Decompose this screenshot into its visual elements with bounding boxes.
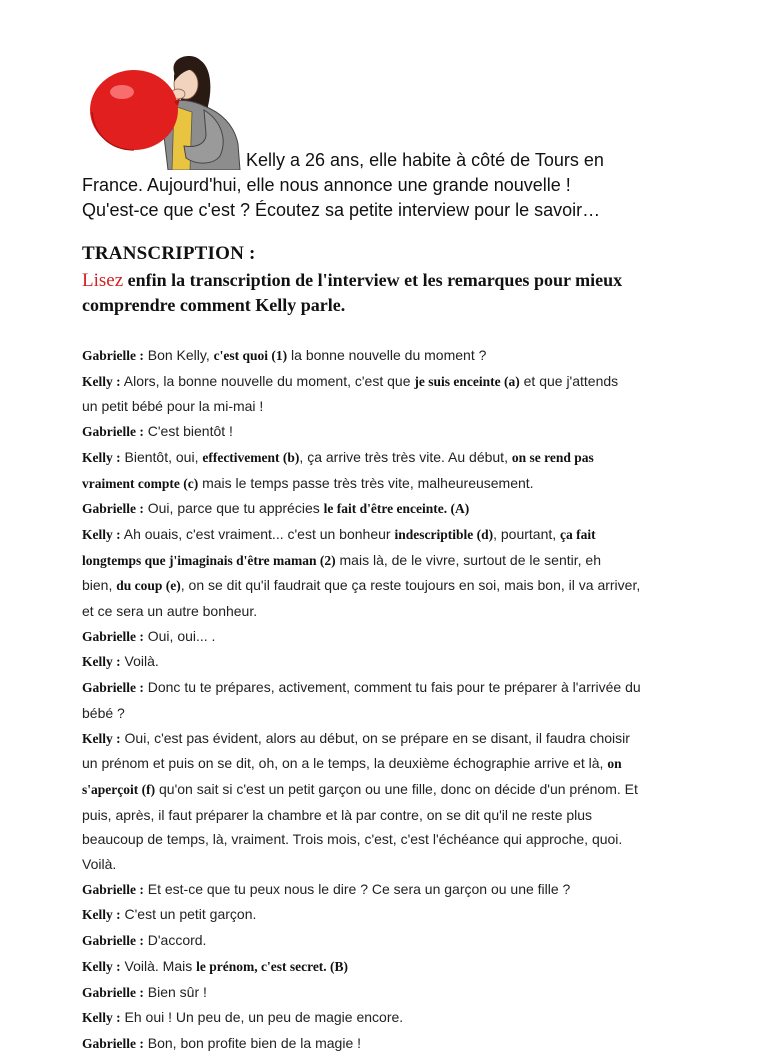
- dialog-text: Et est-ce que tu peux nous le dire ? Ce sera un garçon ou une fille ?: [143, 880, 571, 897]
- dialog-text: beaucoup de temps, là, vraiment. Trois mois, c'est, c'est l'échéance qui approche, quoi.: [82, 831, 623, 848]
- dialog-line: [82, 419, 714, 445]
- dialog-line: [82, 928, 714, 954]
- speaker-label: Gabrielle :: [82, 628, 144, 644]
- dialog-text: bébé ?: [82, 704, 125, 721]
- dialog-line: [82, 980, 714, 1006]
- dialog-text: un petit bébé pour la mi-mai !: [82, 398, 264, 415]
- vocabulary-highlight: indescriptible (d): [394, 526, 494, 542]
- vocabulary-highlight: effectivement (b): [202, 449, 300, 465]
- speaker-label: Kelly :: [82, 526, 121, 542]
- interview-dialog: [82, 343, 714, 1057]
- dialog-line: [82, 675, 714, 725]
- vocabulary-highlight: je suis enceinte (a): [414, 373, 520, 389]
- intro-line-3: Qu'est-ce que c'est ? Écoutez sa petite interview pour le savoir…: [82, 200, 601, 220]
- dialog-line: [82, 496, 714, 522]
- dialog-text: Donc tu te prépares, activement, comment tu fais pour te préparer à l'arrivée du: [143, 679, 641, 696]
- dialog-text: un prénom et puis on se dit, oh, on a le temps, la deuxième échographie arrive et là,: [82, 755, 608, 772]
- speaker-label: Kelly :: [82, 449, 121, 465]
- instruction-text-2: comprendre comment Kelly parle.: [82, 295, 346, 315]
- dialog-text: mais le temps passe très très vite, malheureusement.: [198, 474, 534, 491]
- speaker-label: Gabrielle :: [82, 348, 144, 363]
- vocabulary-highlight: ça fait: [560, 526, 596, 542]
- dialog-text: Eh oui ! Un peu de, un peu de magie encore.: [120, 1009, 404, 1026]
- dialog-line: [82, 445, 714, 496]
- dialog-line: [82, 369, 714, 419]
- dialog-text: Oui, c'est pas évident, alors au début, on se prépare en se disant, il faudra choisir: [120, 729, 630, 746]
- speaker-label: Gabrielle :: [82, 933, 144, 949]
- dialog-text: et que j'attends: [519, 372, 619, 389]
- lisez-word: Lisez: [82, 270, 124, 291]
- dialog-line: [82, 1005, 714, 1031]
- vocabulary-highlight: vraiment compte (c): [82, 475, 199, 491]
- dialog-text: Voilà.: [82, 856, 117, 873]
- speaker-label: Gabrielle :: [82, 1035, 144, 1051]
- speaker-label: Kelly :: [82, 1010, 121, 1026]
- dialog-line: [82, 726, 714, 877]
- vocabulary-highlight: c'est quoi (1): [213, 348, 288, 363]
- dialog-line: [82, 954, 714, 980]
- speaker-label: Gabrielle :: [82, 881, 144, 897]
- dialog-line: [82, 902, 714, 928]
- speaker-label: Kelly :: [82, 730, 121, 746]
- dialog-text: C'est bientôt !: [143, 423, 233, 440]
- dialog-line: [82, 624, 714, 650]
- intro-paragraph: [82, 148, 722, 223]
- dialog-text: bien,: [82, 577, 117, 594]
- intro-line-2: France. Aujourd'hui, elle nous annonce une grande nouvelle !: [82, 175, 571, 195]
- dialog-text: , ça arrive très très vite. Au début,: [299, 448, 512, 465]
- dialog-text: Alors, la bonne nouvelle du moment, c'est que: [120, 372, 415, 389]
- dialog-line: [82, 522, 714, 624]
- vocabulary-highlight: on se rend pas: [511, 449, 594, 465]
- dialog-line: [82, 1031, 714, 1057]
- dialog-text: qu'on sait si c'est un petit garçon ou une fille, donc on décide d'un prénom. Et: [155, 780, 638, 797]
- transcription-heading: TRANSCRIPTION :: [82, 243, 256, 264]
- dialog-text: Bientôt, oui,: [120, 448, 203, 465]
- speaker-label: Gabrielle :: [82, 501, 144, 517]
- speaker-label: Kelly :: [82, 654, 121, 670]
- speaker-label: Gabrielle :: [82, 424, 144, 440]
- dialog-text: , pourtant,: [493, 525, 561, 542]
- intro-line-1: Kelly a 26 ans, elle habite à côté de Tours en: [246, 150, 604, 170]
- dialog-line: [82, 649, 714, 675]
- speaker-label: Gabrielle :: [82, 680, 144, 696]
- vocabulary-highlight: on: [607, 756, 622, 772]
- speaker-label: Kelly :: [82, 958, 121, 974]
- speaker-label: Kelly :: [82, 907, 121, 923]
- vocabulary-highlight: s'aperçoit (f): [82, 781, 156, 797]
- vocabulary-highlight: le prénom, c'est secret. (B): [196, 958, 349, 974]
- dialog-text: Bon Kelly,: [143, 347, 214, 363]
- dialog-text: Ah ouais, c'est vraiment... c'est un bonheur: [120, 525, 395, 542]
- vocabulary-highlight: du coup (e): [116, 578, 181, 594]
- dialog-text: puis, après, il faut préparer la chambre et là par contre, on se dit qu'il ne reste plus: [82, 806, 593, 823]
- dialog-text: Voilà.: [120, 653, 159, 670]
- dialog-text: Bien sûr !: [143, 983, 207, 1000]
- dialog-text: mais là, de le vivre, surtout de le sentir, eh: [335, 551, 601, 568]
- dialog-text: Oui, parce que tu apprécies: [143, 500, 324, 517]
- dialog-text: C'est un petit garçon.: [120, 906, 257, 923]
- dialog-text: Oui, oui... .: [143, 627, 216, 644]
- speaker-label: Gabrielle :: [82, 984, 144, 1000]
- dialog-text: , on se dit qu'il faudrait que ça reste toujours en soi, mais bon, il va arriver,: [180, 577, 641, 594]
- instruction-text-1: enfin la transcription de l'interview et les remarques pour mieux: [123, 270, 623, 290]
- transcription-instruction: [82, 268, 722, 317]
- dialog-text: et ce sera un autre bonheur.: [82, 603, 258, 620]
- vocabulary-highlight: le fait d'être enceinte. (A): [323, 501, 470, 517]
- dialog-line: [82, 877, 714, 903]
- dialog-text: D'accord.: [143, 932, 207, 949]
- dialog-text: la bonne nouvelle du moment ?: [287, 347, 487, 363]
- speaker-label: Kelly :: [82, 373, 121, 389]
- vocabulary-highlight: longtemps que j'imaginais d'être maman (2): [82, 552, 336, 568]
- dialog-line: [82, 343, 714, 369]
- dialog-text: Bon, bon profite bien de la magie !: [143, 1034, 362, 1051]
- dialog-text: Voilà. Mais: [120, 957, 197, 974]
